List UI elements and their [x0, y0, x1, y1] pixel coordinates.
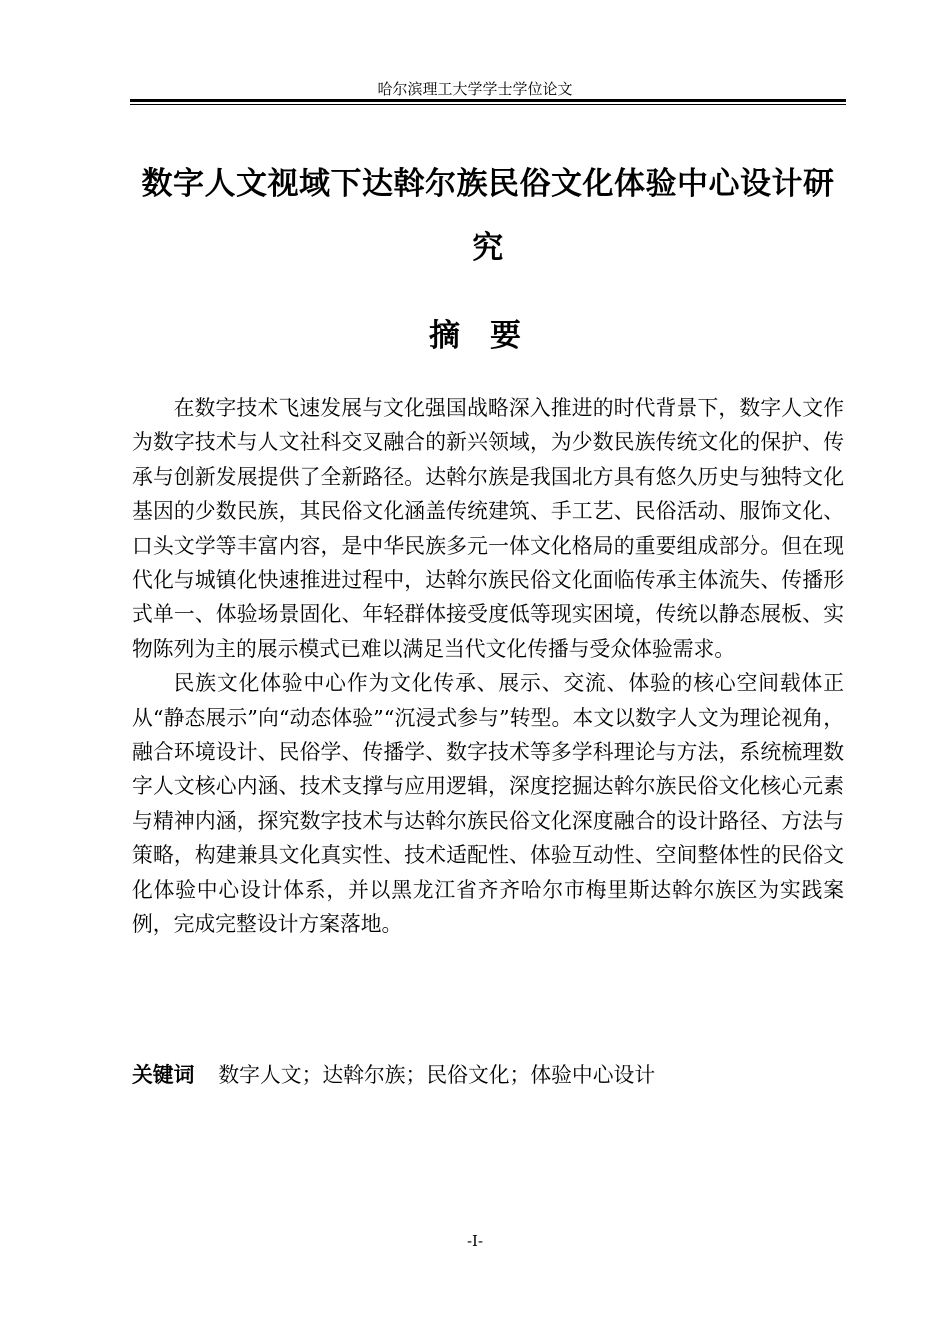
header-rule-thin — [130, 104, 846, 105]
header-rule-thick — [130, 99, 846, 102]
abstract-body — [132, 391, 844, 942]
thesis-title: 数字人文视域下达斡尔族民俗文化体验中心设计研究 — [141, 166, 835, 266]
abstract-paragraph-1: 在数字技术飞速发展与文化强国战略深入推进的时代背景下，数字人文作为数字技术与人文社科交叉融合的新兴领域，为少数民族传统文化的保护、传承与创新发展提供了全新路径。达斡尔族是我国北方具有悠久历史与独特文化基因的少数民族，其民俗文化涵盖传统建筑、手工艺、民俗活动、服饰文化、口头文学等丰富内容，是中华民族多元一体文化格局的重要组成部分。但在现代化与城镇化快速推进过程中，达斡尔族民俗文化面临传承主体流失、传播形式单一、体验场景固化、年轻群体接受度低等现实困境，传统以静态展板、实物陈列为主的展示模式已难以满足当代文化传播与受众体验需求。 — [132, 396, 844, 661]
keywords-label: 关键词 — [132, 1063, 195, 1087]
abstract-heading: 摘要 — [429, 318, 551, 354]
running-header: 哈尔滨理工大学学士学位论文 — [377, 80, 573, 98]
keywords-line — [132, 1058, 844, 1092]
abstract-paragraph-2: 民族文化体验中心作为文化传承、展示、交流、体验的核心空间载体正从“静态展示”向“动态体验”“沉浸式参与”转型。本文以数字人文为理论视角，融合环境设计、民俗学、传播学、数字技术等多学科理论与方法，系统梳理数字人文核心内涵、技术支撑与应用逻辑，深度挖掘达斡尔族民俗文化核心元素与精神内涵，探究数字技术与达斡尔族民俗文化深度融合的设计路径、方法与策略，构建兼具文化真实性、技术适配性、体验互动性、空间整体性的民俗文化体验中心设计体系，并以黑龙江省齐齐哈尔市梅里斯达斡尔族区为实践案例，完成完整设计方案落地。 — [132, 671, 844, 937]
page-number: -I- — [466, 1232, 484, 1250]
keywords-text: 数字人文；达斡尔族；民俗文化；体验中心设计 — [218, 1063, 656, 1087]
